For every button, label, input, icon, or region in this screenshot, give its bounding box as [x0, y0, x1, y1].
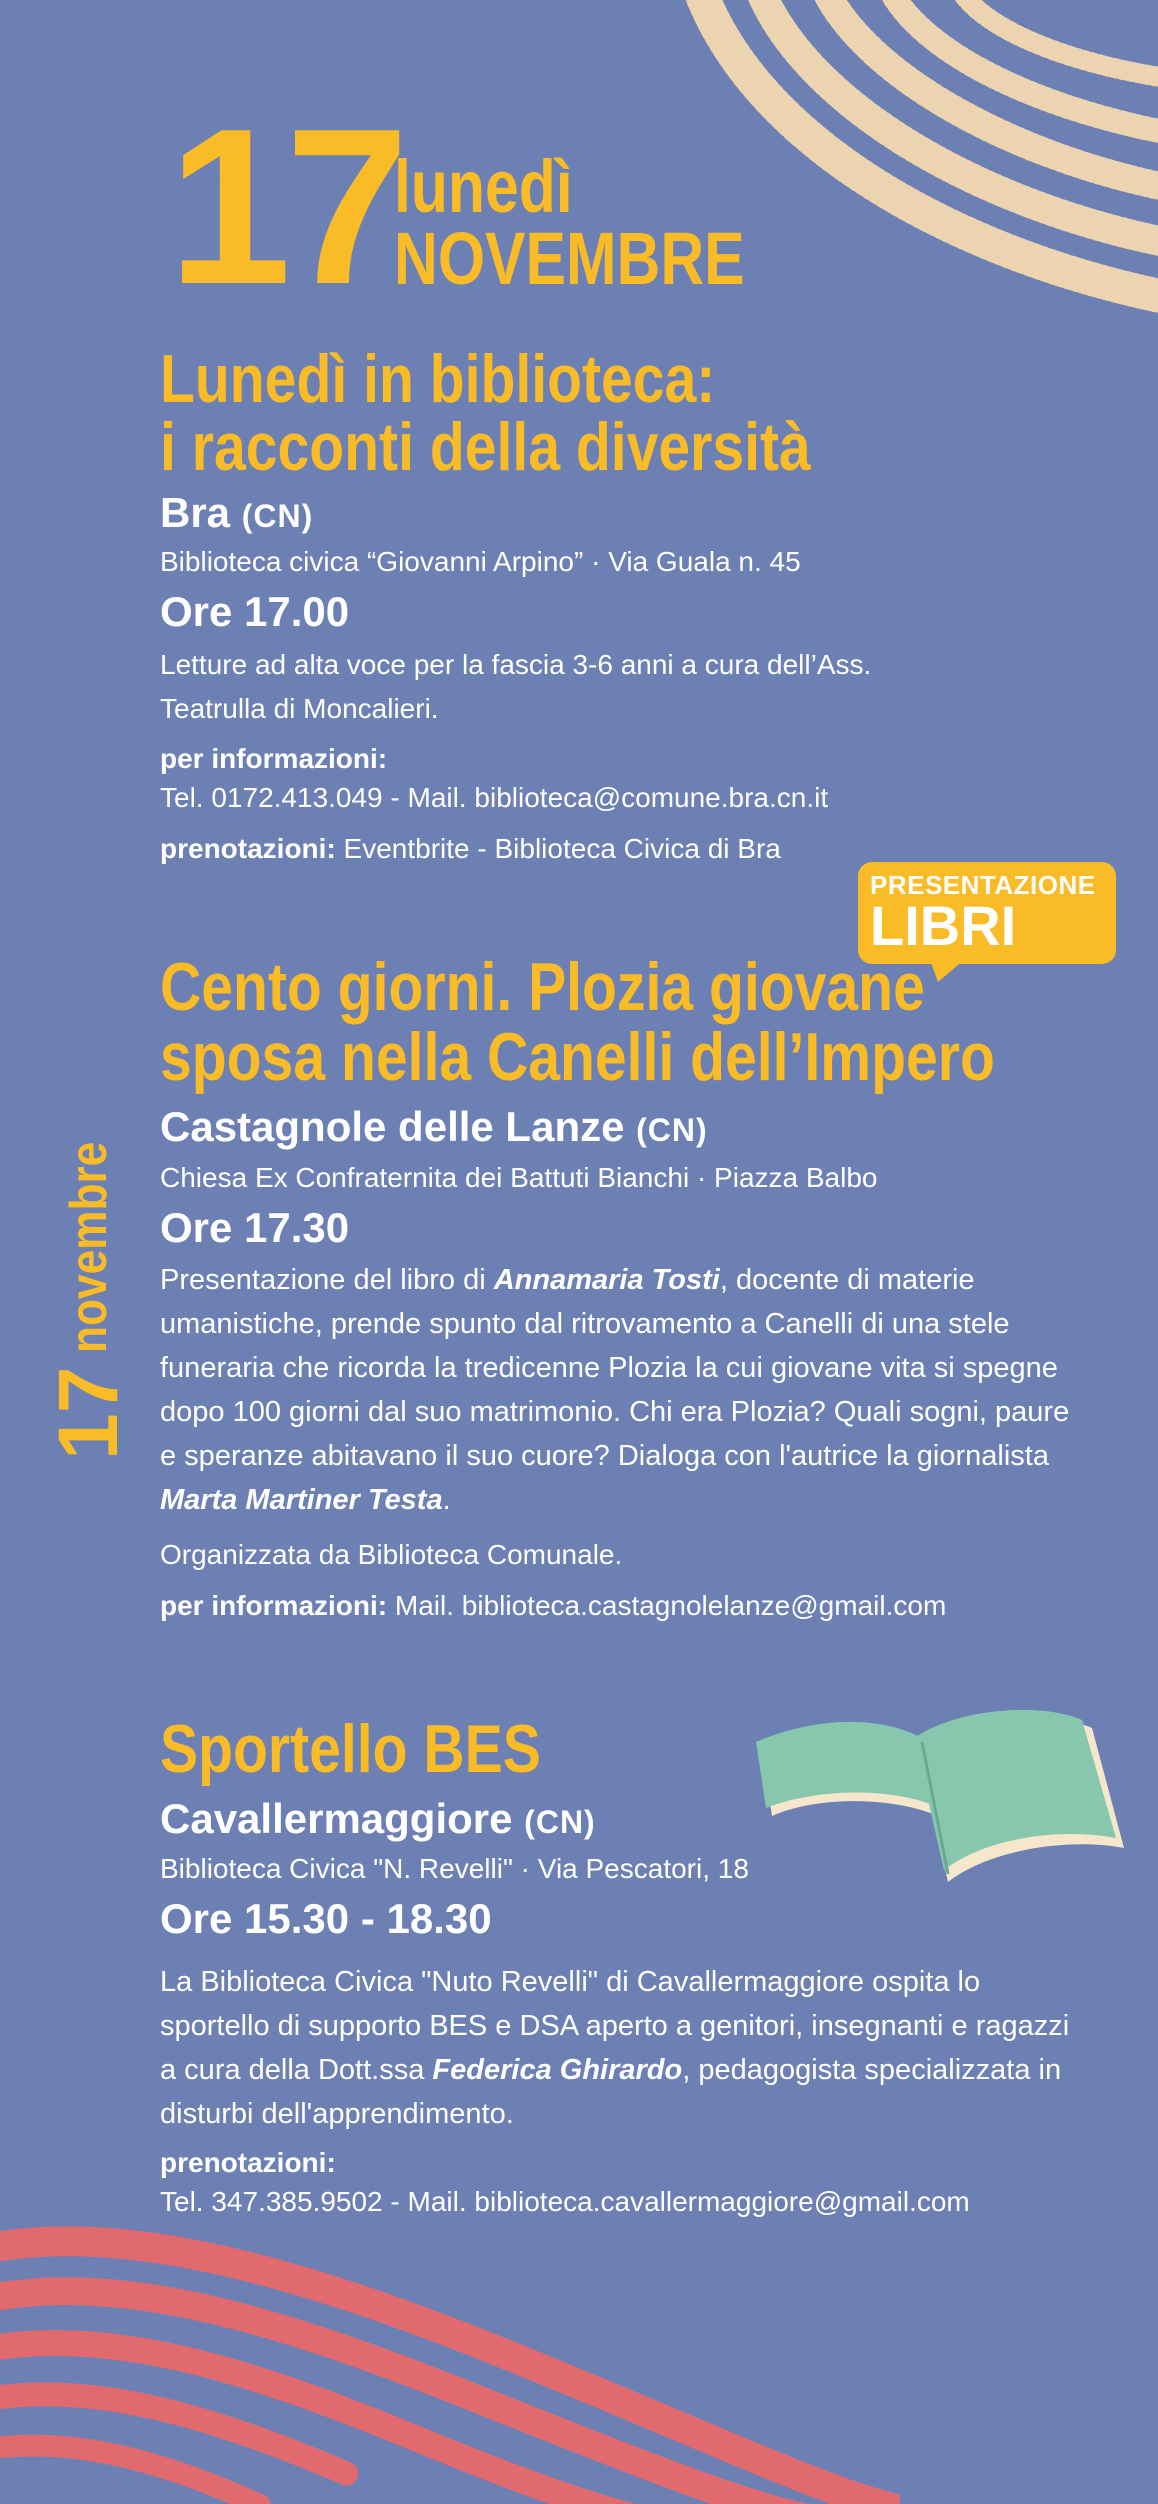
- event-1-info-text: Tel. 0172.413.049 - Mail. biblioteca@comune.bra.cn.it: [160, 782, 829, 813]
- event-3-description: [160, 1960, 1090, 2136]
- event-3-booking-text: Tel. 347.385.9502 - Mail. biblioteca.cavallermaggiore@gmail.com: [160, 2186, 970, 2217]
- decorative-strokes-bottom: [0, 2210, 900, 2504]
- event-3-title: Sportello BES: [160, 1711, 541, 1787]
- event-2-journalist: Marta Martiner Testa: [160, 1484, 443, 1516]
- event-1-booking-text: Eventbrite - Biblioteca Civica di Bra: [335, 833, 781, 864]
- event-3-desc-part-b: , pedagogista specializzata in disturbi dell'apprendimento.: [160, 2054, 1062, 2130]
- event-1-time: Ore 17.00: [160, 588, 350, 635]
- event-1-title-line-2: i racconti della diversità: [160, 409, 811, 485]
- event-3-city: [160, 1795, 596, 1842]
- header-weekday: lunedì: [394, 145, 573, 228]
- event-2-province: (CN): [636, 1112, 708, 1148]
- event-3-time: Ore 15.30 - 18.30: [160, 1895, 492, 1942]
- event-3-desc-part-a: La Biblioteca Civica "Nuto Revelli" di Cavallermaggiore ospita lo sportello di supporto BES e DSA aperto a genitori, insegnanti e ragazzi a cura della Dott.ssa: [160, 1966, 1070, 2086]
- event-1-city-name: Bra: [160, 489, 231, 536]
- event-2-info: [160, 1589, 946, 1623]
- event-1-booking: [160, 832, 781, 866]
- event-1-province: (CN): [241, 498, 314, 534]
- badge-line-1: PRESENTAZIONE: [870, 870, 1096, 900]
- decorative-strokes-top: [640, 0, 1158, 360]
- side-date-month: novembre: [59, 1141, 118, 1353]
- event-3-person: Federica Ghirardo: [432, 2054, 683, 2086]
- event-2-author: Annamaria Tosti: [493, 1264, 720, 1296]
- event-3-booking-label: prenotazioni:: [160, 2147, 336, 2178]
- event-2-description: [160, 1258, 1090, 1522]
- event-3-place: Biblioteca Civica "N. Revelli" · Via Pescatori, 18: [160, 1853, 749, 1884]
- event-1-info-label: per informazioni:: [160, 743, 388, 774]
- header-day-number: 17: [168, 83, 403, 331]
- event-3-city-name: Cavallermaggiore: [160, 1795, 513, 1842]
- badge-line-2: LIBRI: [870, 894, 1017, 957]
- event-1-place: Biblioteca civica “Giovanni Arpino” · Via Guala n. 45: [160, 546, 801, 577]
- event-2-title-line-1: Cento giorni. Plozia giovane: [160, 949, 925, 1025]
- open-book-illustration: [752, 1698, 1132, 1908]
- event-2-place: Chiesa Ex Confraternita dei Battuti Bianchi · Piazza Balbo: [160, 1162, 878, 1193]
- event-2-desc-part-c: .: [442, 1484, 451, 1516]
- event-3-province: (CN): [524, 1804, 596, 1840]
- event-2-info-text: Mail. biblioteca.castagnolelanze@gmail.com: [387, 1590, 947, 1621]
- event-2-info-label: per informazioni:: [160, 1590, 388, 1621]
- event-2-organizer: Organizzata da Biblioteca Comunale.: [160, 1539, 623, 1570]
- event-1-title-line-1: Lunedì in biblioteca:: [160, 341, 716, 417]
- event-2-desc-part-a: Presentazione del libro di: [160, 1264, 494, 1296]
- event-1-description-line-2: Teatrulla di Moncalieri.: [160, 693, 439, 724]
- event-1-booking-label: prenotazioni:: [160, 833, 336, 864]
- event-1-city: [160, 489, 314, 536]
- badge-tail: [930, 960, 964, 982]
- event-1-description-line-1: Letture ad alta voce per la fascia 3-6 anni a cura dell’Ass.: [160, 649, 872, 680]
- header-month: NOVEMBRE: [394, 217, 745, 300]
- event-2-city-name: Castagnole delle Lanze: [160, 1103, 625, 1150]
- event-2-city: [160, 1103, 708, 1150]
- event-2-desc-part-b: , docente di materie umanistiche, prende spunto dal ritrovamento a Canelli di una stele funeraria che ricorda la tredicenne Plozia la cui giovane vita si spegne dopo 100 giorni dal suo matrimonio. Chi era Plozia? Quali sogni, paure e speranze abitavano il suo cuore? Dialoga con l'autrice la giornalista: [160, 1264, 1070, 1472]
- event-2-title-line-2: sposa nella Canelli dell’Impero: [160, 1019, 995, 1095]
- side-date-day: 17: [41, 1366, 135, 1460]
- side-date: [40, 1104, 137, 1460]
- event-2-time: Ore 17.30: [160, 1204, 350, 1251]
